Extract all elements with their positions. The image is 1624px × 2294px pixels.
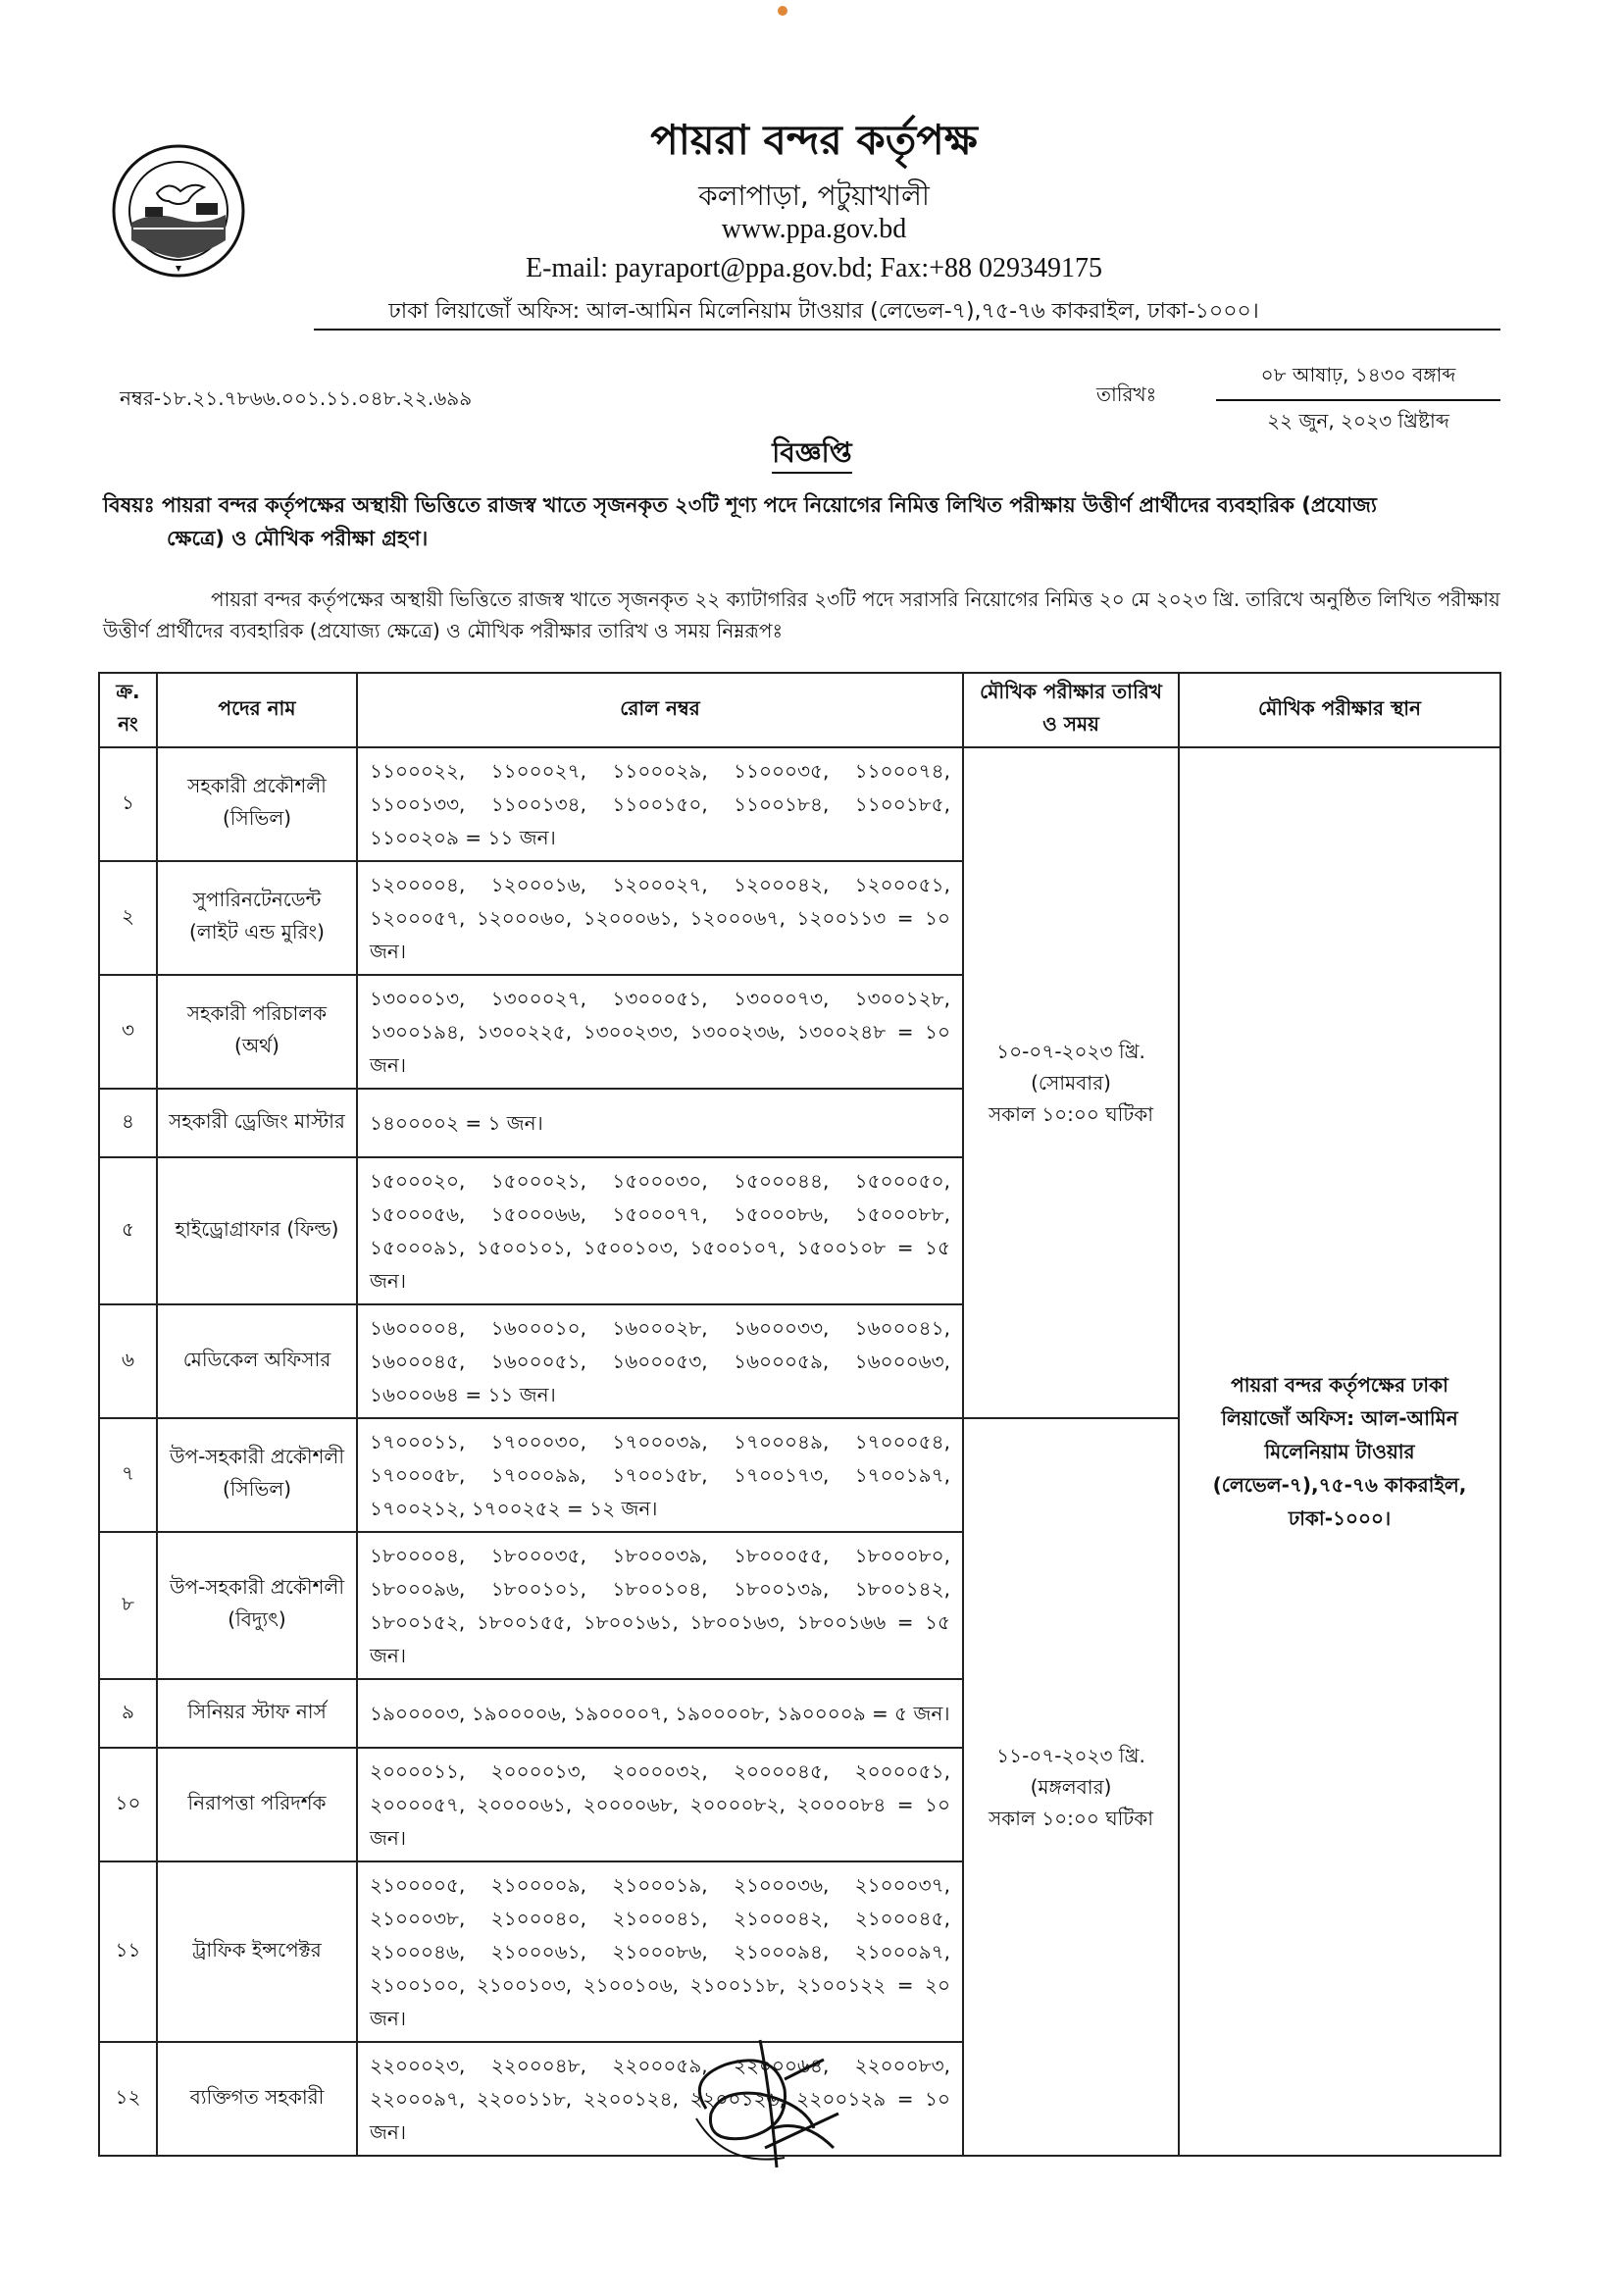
organization-contact: E-mail: payraport@ppa.gov.bd; Fax:+88 029349175 [526,253,1102,283]
schedule-day-2 [963,1418,1179,2156]
schedule-day-1 [963,747,1179,1418]
row-post: হাইড্রোগ্রাফার (ফিল্ড) [157,1157,357,1304]
notice-body: পায়রা বন্দর কর্তৃপক্ষের অস্থায়ী ভিত্তিতে রাজস্ব খাতে সৃজনকৃত ২২ ক্যাটাগরির ২৩টি পদে সরাসরি নিয়োগের নিমিত্ত ২০ মে ২০২৩ খ্রি. তারিখে অনুষ্ঠিত লিখিত পরীক্ষায় উত্তীর্ণ প্রার্থীদের ব্যবহারিক (প্রযোজ্য ক্ষেত্রে) ও মৌখিক পরীক্ষার তারিখ ও সময় নিম্নরূপঃ [103,587,1500,642]
row-rolls: ১৮০০০০৪, ১৮০০০৩৫, ১৮০০০৩৯, ১৮০০০৫৫, ১৮০০০৮০, ১৮০০০৯৬, ১৮০০১০১, ১৮০০১০৪, ১৮০০১৩৯, ১৮০০১৪২, ১৮০০১৫২, ১৮০০১৫৫, ১৮০০১৬১, ১৮০০১৬৩, ১৮০০১৬৬ = ১৫ জন। [357,1532,963,1679]
row-post: উপ-সহকারী প্রকৌশলী (বিদ্যুৎ) [157,1532,357,1679]
row-rolls: ১৫০০০২০, ১৫০০০২১, ১৫০০০৩০, ১৫০০০৪৪, ১৫০০০৫০, ১৫০০০৫৬, ১৫০০০৬৬, ১৫০০০৭৭, ১৫০০০৮৬, ১৫০০০৮৮, ১৫০০০৯১, ১৫০০১০১, ১৫০০১০৩, ১৫০০১০৭, ১৫০০১০৮ = ১৫ জন। [357,1157,963,1304]
date-block [1216,361,1500,439]
row-post: সহকারী ড্রেজিং মাস্টার [157,1089,357,1157]
row-serial: ৬ [99,1304,157,1418]
row-post: মেডিকেল অফিসার [157,1304,357,1418]
organization-location: কলাপাড়া, পটুয়াখালী [698,179,930,212]
header-venue: মৌখিক পরীক্ষার স্থান [1179,673,1500,747]
row-serial: ১১ [99,1861,157,2042]
row-post: সুপারিনটেনডেন্ট (লাইট এন্ড মুরিং) [157,861,357,975]
row-serial: ১০ [99,1748,157,1861]
notice-title-text: বিজ্ঞপ্তি [772,436,851,474]
memo-number: নম্বর-১৮.২১.৭৮৬৬.০০১.১১.০৪৮.২২.৬৯৯ [120,386,473,410]
row-post: ট্রাফিক ইন্সপেক্টর [157,1861,357,2042]
header-serial: ক্র. নং [99,673,157,747]
row-post: উপ-সহকারী প্রকৌশলী (সিভিল) [157,1418,357,1532]
date-english: ২২ জুন, ২০২৩ খ্রিষ্টাব্দ [1267,409,1449,433]
date-label: তারিখঃ [1096,382,1157,406]
row-post: সহকারী পরিচালক (অর্থ) [157,975,357,1089]
header-post: পদের নাম [157,673,357,747]
row-rolls: ১৯০০০০৩, ১৯০০০০৬, ১৯০০০০৭, ১৯০০০০৮, ১৯০০০০৯ = ৫ জন। [357,1679,963,1748]
exam-schedule-table [98,672,1501,2157]
row-rolls: ২২০০০২৩, ২২০০০৪৮, ২২০০০৫৯, ২২০০০৬৪, ২২০০০৮৩, ২২০০০৯৭, ২২০০১১৮, ২২০০১২৪, ২২০০১২৬, ২২০০১২৯ = ১০ জন। [357,2042,963,2156]
schedule-time: সকাল ১০:০০ ঘটিকা [988,1102,1154,1126]
signature-icon [667,2020,863,2187]
schedule-weekday: (সোমবার) [1031,1071,1111,1095]
header-roll: রোল নম্বর [357,673,963,747]
row-rolls: ১৪০০০০২ = ১ জন। [357,1089,963,1157]
row-rolls: ২০০০০১১, ২০০০০১৩, ২০০০০৩২, ২০০০০৪৫, ২০০০০৫১, ২০০০০৫৭, ২০০০০৬১, ২০০০০৬৮, ২০০০০৮২, ২০০০০৮৪ = ১০ জন। [357,1748,963,1861]
organization-website: www.ppa.gov.bd [721,214,907,244]
schedule-date: ১০-০৭-২০২৩ খ্রি. [996,1040,1145,1063]
table-header-row [99,673,1500,747]
row-post: সহকারী প্রকৌশলী (সিভিল) [157,747,357,861]
row-serial: ১২ [99,2042,157,2156]
row-rolls: ১৩০০০১৩, ১৩০০০২৭, ১৩০০০৫১, ১৩০০০৭৩, ১৩০০১২৮, ১৩০০১৯৪, ১৩০০২২৫, ১৩০০২৩৩, ১৩০০২৩৬, ১৩০০২৪৮ = ১০ জন। [357,975,963,1089]
row-post: ব্যক্তিগত সহকারী [157,2042,357,2156]
row-rolls: ১৭০০০১১, ১৭০০০৩০, ১৭০০০৩৯, ১৭০০০৪৯, ১৭০০০৫৪, ১৭০০০৫৮, ১৭০০০৯৯, ১৭০০১৫৮, ১৭০০১৭৩, ১৭০০১৯৭, ১৭০০২১২, ১৭০০২৫২ = ১২ জন। [357,1418,963,1532]
scan-mark [778,6,787,16]
row-rolls: ১৬০০০০৪, ১৬০০০১০, ১৬০০০২৮, ১৬০০০৩৩, ১৬০০০৪১, ১৬০০০৪৫, ১৬০০০৫১, ১৬০০০৫৩, ১৬০০০৫৯, ১৬০০০৬৩, ১৬০০০৬৪ = ১১ জন। [357,1304,963,1418]
row-post: নিরাপত্তা পরিদর্শক [157,1748,357,1861]
payra-port-logo-icon [110,142,247,280]
subject-line-1: বিষয়ঃ পায়রা বন্দর কর্তৃপক্ষের অস্থায়ী ভিত্তিতে রাজস্ব খাতে সৃজনকৃত ২৩টি শূণ্য পদে নিয়োগের নিমিত্ত লিখিত পরীক্ষায় উত্তীর্ণ প্রার্থীদের ব্যবহারিক (প্রযোজ্য [103,493,1377,517]
row-serial: ২ [99,861,157,975]
schedule-time: সকাল ১০:০০ ঘটিকা [988,1807,1154,1830]
row-serial: ৪ [99,1089,157,1157]
header-divider [314,329,1500,331]
schedule-date: ১১-০৭-২০২৩ খ্রি. [996,1744,1145,1767]
row-serial: ১ [99,747,157,861]
row-serial: ৮ [99,1532,157,1679]
organization-name: পায়রা বন্দর কর্তৃপক্ষ [650,116,978,164]
schedule-weekday: (মঙ্গলবার) [1030,1775,1112,1799]
row-serial: ৫ [99,1157,157,1304]
row-rolls: ২১০০০০৫, ২১০০০০৯, ২১০০০১৯, ২১০০০৩৬, ২১০০০৩৭, ২১০০০৩৮, ২১০০০৪০, ২১০০০৪১, ২১০০০৪২, ২১০০০৪৫, ২১০০০৪৬, ২১০০০৬১, ২১০০০৮৬, ২১০০০৯৪, ২১০০০৯৭, ২১০০১০০, ২১০০১০৩, ২১০০১০৬, ২১০০১১৮, ২১০০১২২ = ২০ জন। [357,1861,963,2042]
header-datetime: মৌখিক পরীক্ষার তারিখ ও সময় [963,673,1179,747]
row-serial: ৭ [99,1418,157,1532]
row-serial: ৯ [99,1679,157,1748]
subject-line-2: ক্ষেত্রে) ও মৌখিক পরীক্ষা গ্রহণ। [167,527,429,550]
row-serial: ৩ [99,975,157,1089]
table-row [99,747,1500,861]
date-bangla: ০৮ আষাঢ়, ১৪৩০ বঙ্গাব্দ [1216,361,1500,401]
notice-subject [103,488,1505,555]
dhaka-liaison-office: ঢাকা লিয়াজোঁ অফিস: আল-আমিন মিলেনিয়াম টাওয়ার (লেভেল-৭),৭৫-৭৬ কাকরাইল, ঢাকা-১০০০। [388,299,1259,324]
row-rolls: ১১০০০২২, ১১০০০২৭, ১১০০০২৯, ১১০০০৩৫, ১১০০০৭৪, ১১০০১৩৩, ১১০০১৩৪, ১১০০১৫০, ১১০০১৮৪, ১১০০১৮৫, ১১০০২০৯ = ১১ জন। [357,747,963,861]
notice-title [0,432,1624,478]
row-rolls: ১২০০০০৪, ১২০০০১৬, ১২০০০২৭, ১২০০০৪২, ১২০০০৫১, ১২০০০৫৭, ১২০০০৬০, ১২০০০৬১, ১২০০০৬৭, ১২০০১১৩ = ১০ জন। [357,861,963,975]
row-post: সিনিয়র স্টাফ নার্স [157,1679,357,1748]
exam-venue: পায়রা বন্দর কর্তৃপক্ষের ঢাকা লিয়াজোঁ অফিস: আল-আমিন মিলেনিয়াম টাওয়ার (লেভেল-৭),৭৫-৭৬ কাকরাইল, ঢাকা-১০০০। [1179,747,1500,2156]
